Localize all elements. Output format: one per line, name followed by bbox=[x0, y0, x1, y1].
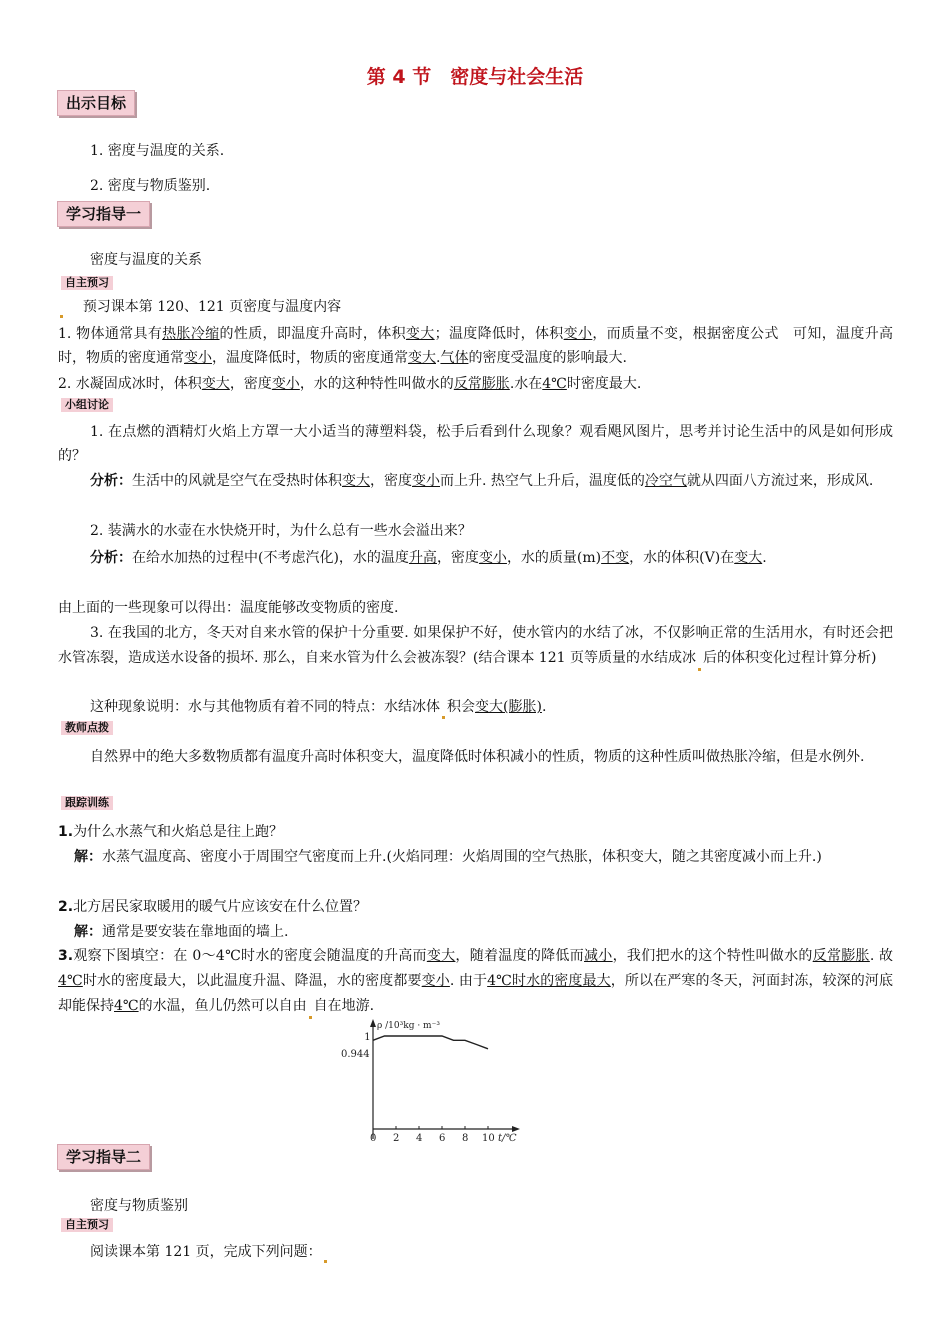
answer-blank: 变小 bbox=[563, 326, 593, 342]
tag-self-preview: 自主预习 bbox=[61, 276, 113, 290]
training-3: 3.观察下图填空：在 0～4℃时水的密度会随温度的升高而变大，随着温度的降低而减小，我们把水的这个特性叫做水的反常膨胀. 故4℃时水的密度最大，以此温度升温、降温，水的密度都要变小. 由于4℃时水的密度最大，所以在严寒的冬天，河面封冻，较深的河底却能保持4℃的水温，鱼儿仍然可以自由 自在地游. bbox=[58, 944, 893, 1019]
training-1-question: 1.为什么水蒸气和火焰总是往上跑？ bbox=[58, 824, 284, 840]
x-axis-label: t/℃ bbox=[498, 1133, 517, 1144]
answer-blank: 反常膨胀 bbox=[453, 376, 510, 392]
x-tick-label: 0 bbox=[370, 1133, 377, 1144]
answer-blank: 热胀冷缩 bbox=[162, 326, 220, 342]
training-2-question: 2.北方居民家取暖用的暖气片应该安在什么位置？ bbox=[58, 899, 368, 915]
mark-dot bbox=[60, 315, 63, 318]
tag-group-discussion: 小组讨论 bbox=[61, 398, 113, 412]
y-tick-label: 0.944 bbox=[341, 1049, 370, 1060]
x-tick-label: 4 bbox=[416, 1133, 423, 1144]
y-axis-arrow bbox=[370, 1019, 376, 1027]
answer-blank: 变大 bbox=[405, 326, 435, 342]
x-axis-arrow bbox=[512, 1126, 520, 1132]
guide-2-topic: 密度与物质鉴别 bbox=[90, 1198, 188, 1214]
preview-2: 阅读课本第 121 页，完成下列问题： bbox=[90, 1241, 893, 1263]
preview-1 bbox=[58, 296, 893, 318]
conclusion: 由上面的一些现象可以得出：温度能够改变物质的密度. bbox=[58, 600, 399, 616]
y-axis-label: ρ /10³kg · m⁻³ bbox=[377, 1021, 440, 1031]
training-2-answer: 解：通常是要安装在靠地面的墙上. bbox=[74, 924, 289, 940]
answer-blank: 气体 bbox=[440, 350, 469, 366]
x-tick-label: 10 bbox=[482, 1133, 495, 1144]
discussion-3: 3. 在我国的北方，冬天对自来水管的保护十分重要. 如果保护不好，使水管内的水结了冰，不仅影响正常的生活用水，有时还会把水管冻裂，造成送水设备的损坏. 那么，自来水管为什么会被冻裂？(结合课本 121 页等质量的水结成冰 后的体积变化过程计算分析) bbox=[58, 621, 893, 671]
preview-1-text: 预习课本第 120、121 页密度与温度内容 bbox=[82, 299, 342, 315]
discussion-1: 1. 在点燃的酒精灯火焰上方罩一大小适当的薄塑料袋，松手后看到什么现象？观看飓风图片，思考并讨论生活中的风是如何形成的？ bbox=[58, 424, 893, 464]
discussion-2: 2. 装满水的水壶在水快烧开时，为什么总有一些水会溢出来？ bbox=[90, 523, 472, 539]
question-2: 2. 水凝固成冰时，体积变大，密度变小，水的这种特性叫做水的反常膨胀.水在4℃时密度最大. bbox=[58, 376, 642, 392]
answer-blank: 变小 bbox=[184, 350, 212, 366]
training-1-answer: 解：水蒸气温度高、密度小于周围空气密度而上升.(火焰同理：火焰周围的空气热胀，体积变大，随之其密度减小而上升.) bbox=[74, 849, 822, 865]
guide-1-topic: 密度与温度的关系 bbox=[90, 252, 202, 268]
y-tick-label: 1 bbox=[364, 1032, 371, 1043]
analysis-1: 分析：生活中的风就是空气在受热时体积变大，密度变小而上升. 热空气上升后，温度低的冷空气就从四面八方流过来，形成风. bbox=[90, 473, 874, 489]
answer-blank: 变大 bbox=[408, 350, 436, 366]
answer-blank: 4℃ bbox=[542, 376, 567, 392]
x-tick-label: 6 bbox=[439, 1133, 446, 1144]
section-badge-goals: 出示目标 bbox=[57, 90, 135, 116]
section-badge-guide-1: 学习指导一 bbox=[57, 201, 150, 227]
goal-2: 2. 密度与物质鉴别. bbox=[90, 178, 211, 194]
question-1: 1. 物体通常具有热胀冷缩的性质，即温度升高时，体积变大；温度降低时，体积变小，而质量不变，根据密度公式 可知，温度升高时，物质的密度通常变小，温度降低时，物质的密度通常变大.气体的密度受温度的影响最大. bbox=[58, 326, 894, 366]
analysis-2: 分析：在给水加热的过程中(不考虑汽化)，水的温度升高，密度变小，水的质量(m)不变，水的体积(V)在变大. bbox=[90, 550, 767, 566]
section-badge-guide-2: 学习指导二 bbox=[57, 1144, 150, 1170]
teacher-tip: 自然界中的绝大多数物质都有温度升高时体积变大，温度降低时体积减小的性质，物质的这种性质叫做热胀冷缩，但是水例外. bbox=[90, 749, 865, 765]
x-tick-label: 2 bbox=[393, 1133, 400, 1144]
goal-1: 1. 密度与温度的关系. bbox=[90, 143, 225, 159]
discussion-3-explanation: 这种现象说明：水与其他物质有着不同的特点：水结冰体 积会变大(膨胀). bbox=[58, 695, 893, 719]
density-curve bbox=[373, 1036, 488, 1049]
x-tick-label: 8 bbox=[462, 1133, 469, 1144]
tag-follow-up-training: 跟踪训练 bbox=[61, 796, 113, 810]
density-temperature-chart bbox=[330, 1015, 530, 1145]
page-title: 第 4 节 密度与社会生活 bbox=[366, 66, 584, 88]
tag-self-preview-2: 自主预习 bbox=[61, 1218, 113, 1232]
answer-blank: 变小 bbox=[271, 376, 300, 392]
tag-teacher-tips: 教师点拨 bbox=[61, 721, 113, 735]
answer-blank: 变大 bbox=[201, 376, 230, 392]
